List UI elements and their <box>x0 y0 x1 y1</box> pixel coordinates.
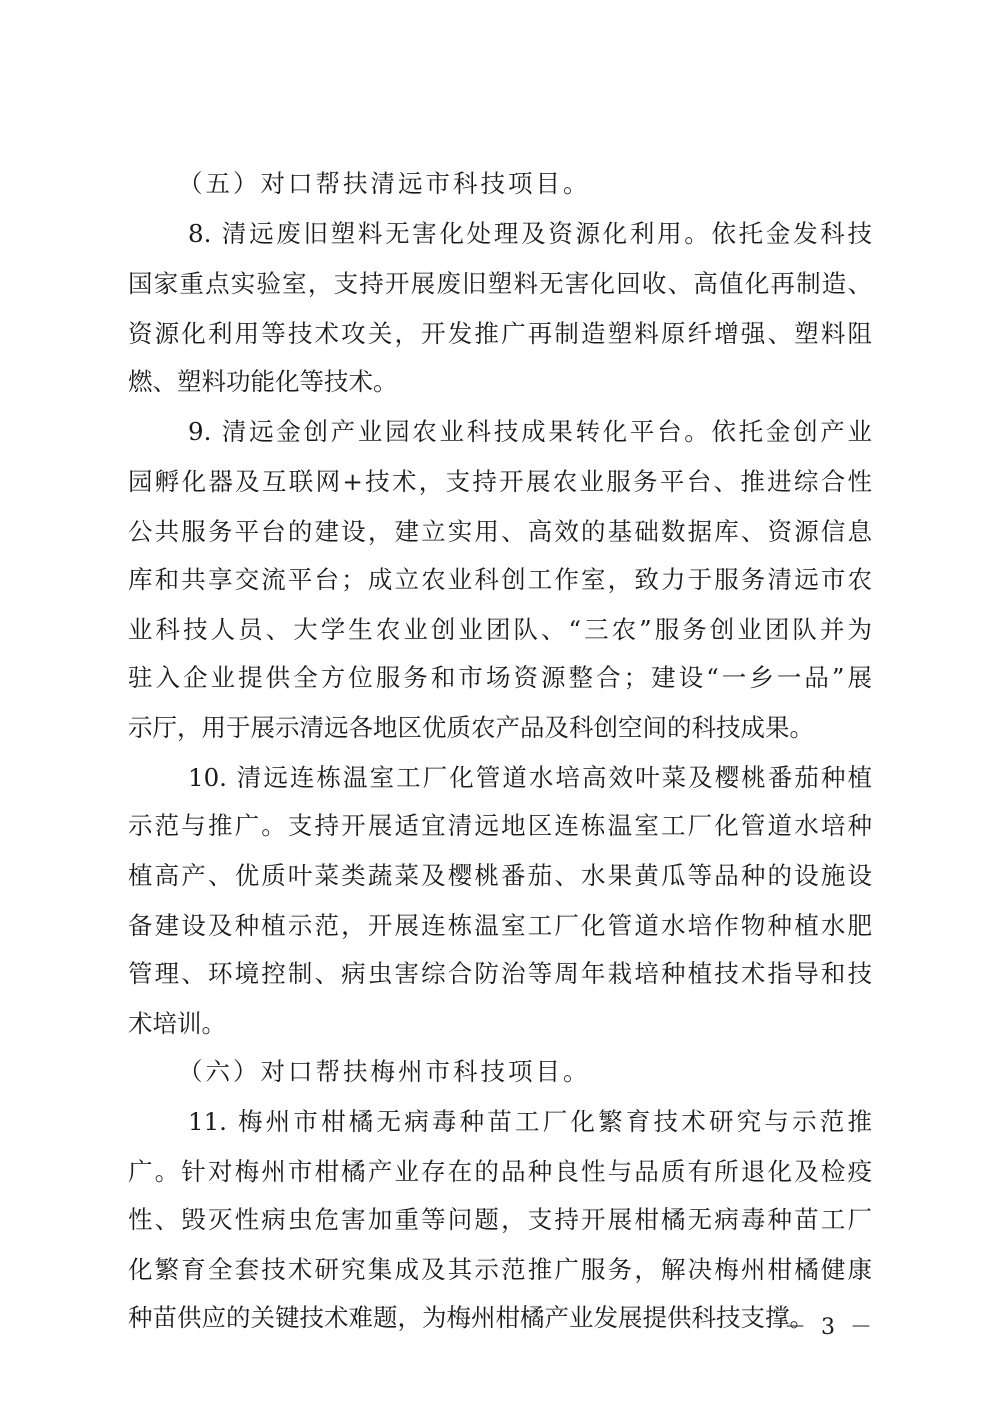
item-10-line-5: 管理、环境控制、病虫害综合防治等周年栽培种植技术指导和技 <box>128 959 872 988</box>
item-11-line-2: 广。针对梅州市柑橘产业存在的品种良性与品质有所退化及检疫 <box>128 1157 872 1186</box>
item-8-line-2: 国家重点实验室，支持开展废旧塑料无害化回收、高值化再制造、 <box>128 269 872 298</box>
item-9-line-5: 业科技人员、大学生农业创业团队、“三农”服务创业团队并为 <box>128 615 872 644</box>
item-9-line-3: 公共服务平台的建设，建立实用、高效的基础数据库、资源信息 <box>128 517 872 546</box>
item-8-line-4: 燃、塑料功能化等技术。 <box>128 367 398 396</box>
item-10-line-6: 术培训。 <box>128 1009 226 1038</box>
item-10-line-3: 植高产、优质叶菜类蔬菜及樱桃番茄、水果黄瓜等品种的设施设 <box>128 861 872 890</box>
item-9-line-6: 驻入企业提供全方位服务和市场资源整合；建设“一乡一品”展 <box>128 663 872 692</box>
item-10-line-2: 示范与推广。支持开展适宜清远地区连栋温室工厂化管道水培种 <box>128 811 872 840</box>
section-heading-6: （六）对口帮扶梅州市科技项目。 <box>178 1057 591 1086</box>
item-9-line-4: 库和共享交流平台；成立农业科创工作室，致力于服务清远市农 <box>128 565 872 594</box>
item-9-line-1: 9. 清远金创产业园农业科技成果转化平台。依托金创产业 <box>188 417 872 446</box>
item-11-line-1: 11. 梅州市柑橘无病毒种苗工厂化繁育技术研究与示范推 <box>188 1107 872 1136</box>
item-10-line-4: 备建设及种植示范，开展连栋温室工厂化管道水培作物种植水肥 <box>128 911 872 940</box>
item-11-line-5: 种苗供应的关键技术难题，为梅州柑橘产业发展提供科技支撑。 <box>128 1303 814 1332</box>
section-heading-5: （五）对口帮扶清远市科技项目。 <box>178 169 591 198</box>
item-10-line-1: 10. 清远连栋温室工厂化管道水培高效叶菜及樱桃番茄种植 <box>188 763 872 792</box>
item-9-line-2: 园孵化器及互联网+技术，支持开展农业服务平台、推进综合性 <box>128 467 872 496</box>
page-number: － 3 － <box>784 1315 876 1340</box>
item-9-line-7: 示厅，用于展示清远各地区优质农产品及科创空间的科技成果。 <box>128 713 814 742</box>
item-11-line-3: 性、毁灭性病虫危害加重等问题，支持开展柑橘无病毒种苗工厂 <box>128 1205 872 1234</box>
item-8-line-1: 8. 清远废旧塑料无害化处理及资源化利用。依托金发科技 <box>188 219 872 248</box>
item-11-line-4: 化繁育全套技术研究集成及其示范推广服务，解决梅州柑橘健康 <box>128 1255 872 1284</box>
item-8-line-3: 资源化利用等技术攻关，开发推广再制造塑料原纤增强、塑料阻 <box>128 319 872 348</box>
